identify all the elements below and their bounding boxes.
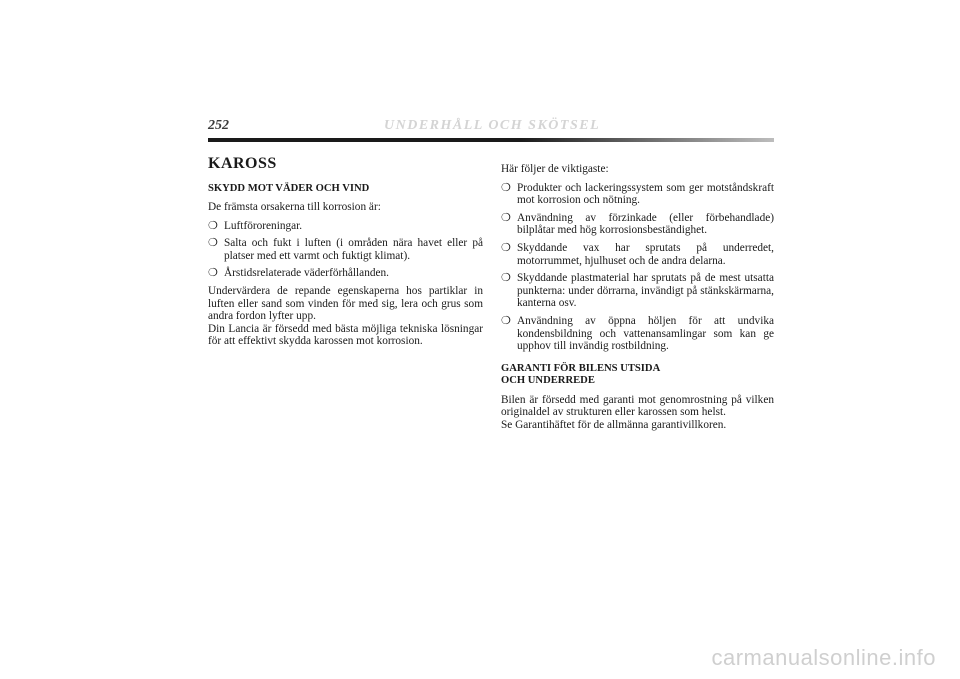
header-rule xyxy=(208,138,774,142)
list-item: ❍ Skyddande plastmaterial har sprutats på de mest utsatta punkterna: under dörrarna, invändigt på stänkskärmarna, kanterna osv. xyxy=(501,272,774,310)
page-header xyxy=(208,118,774,138)
bullet-icon: ❍ xyxy=(501,314,511,327)
warranty-heading-line2: OCH UNDERREDE xyxy=(501,375,595,387)
bullet-icon: ❍ xyxy=(501,181,511,194)
protection-measures-list xyxy=(501,182,774,353)
lancia-protection-paragraph: Din Lancia är försedd med bästa möjliga tekniska lösningar för att effektivt skydda karossen mot korrosion. xyxy=(208,322,483,348)
list-item: ❍ Produkter och lackeringssystem som ger motståndskraft mot korrosion och nötning. xyxy=(501,181,774,207)
list-item: ❍ Användning av öppna höljen för att undvika kondensbildning och vattenansamlingar som kan ge upphov till invändig rostbildning. xyxy=(501,314,774,353)
list-item: ❍ Salta och fukt i luften (i områden nära havet eller på platser med ett varmt och fuktigt klimat). xyxy=(208,237,483,262)
list-item: ❍ Årstidsrelaterade väderförhållanden. xyxy=(208,267,389,280)
list-item: ❍ Användning av förzinkade (eller förbehandlade) bilplåtar med hög korrosionsbeständighet. xyxy=(501,211,774,237)
corrosion-causes-intro: De främsta orsakerna till korrosion är: xyxy=(208,201,381,214)
warranty-reference: Se Garantihäftet för de allmänna garantivillkoren. xyxy=(501,418,727,431)
right-column xyxy=(501,163,774,432)
list-item: ❍ Luftföroreningar. xyxy=(208,219,303,232)
weather-protection-heading: SKYDD MOT VÄDER OCH VIND xyxy=(208,182,370,194)
list-item: ❍ Skyddande vax har sprutats på underredet, motorrummet, hjulhuset och de andra delarna. xyxy=(501,241,774,267)
particles-paragraph: Undervärdera de repande egenskaperna hos partiklar in luften eller sand som vinden för med sig, lera och grus som andra fordon lyfter upp. xyxy=(208,285,483,323)
left-column xyxy=(208,155,483,348)
bullet-icon: ❍ xyxy=(208,267,218,280)
section-title: UNDERHÅLL OCH SKÖTSEL xyxy=(384,118,601,133)
bullet-icon: ❍ xyxy=(501,211,511,224)
watermark: carmanualsonline.info xyxy=(711,645,936,670)
bullet-icon: ❍ xyxy=(208,219,218,232)
main-measures-intro: Här följer de viktigaste: xyxy=(501,163,609,175)
warranty-paragraph: Bilen är försedd med garanti mot genomrostning på vilken originaldel av strukturen eller karossen som helst. xyxy=(501,393,774,419)
warranty-heading-line1: GARANTI FÖR BILENS UTSIDA xyxy=(501,362,661,374)
warranty-heading xyxy=(501,363,774,388)
bullet-icon: ❍ xyxy=(208,237,218,250)
bullet-icon: ❍ xyxy=(501,272,511,285)
page-number: 252 xyxy=(208,118,229,133)
kaross-heading: KAROSS xyxy=(208,155,277,172)
bullet-icon: ❍ xyxy=(501,241,511,254)
corrosion-causes-list xyxy=(208,220,483,280)
